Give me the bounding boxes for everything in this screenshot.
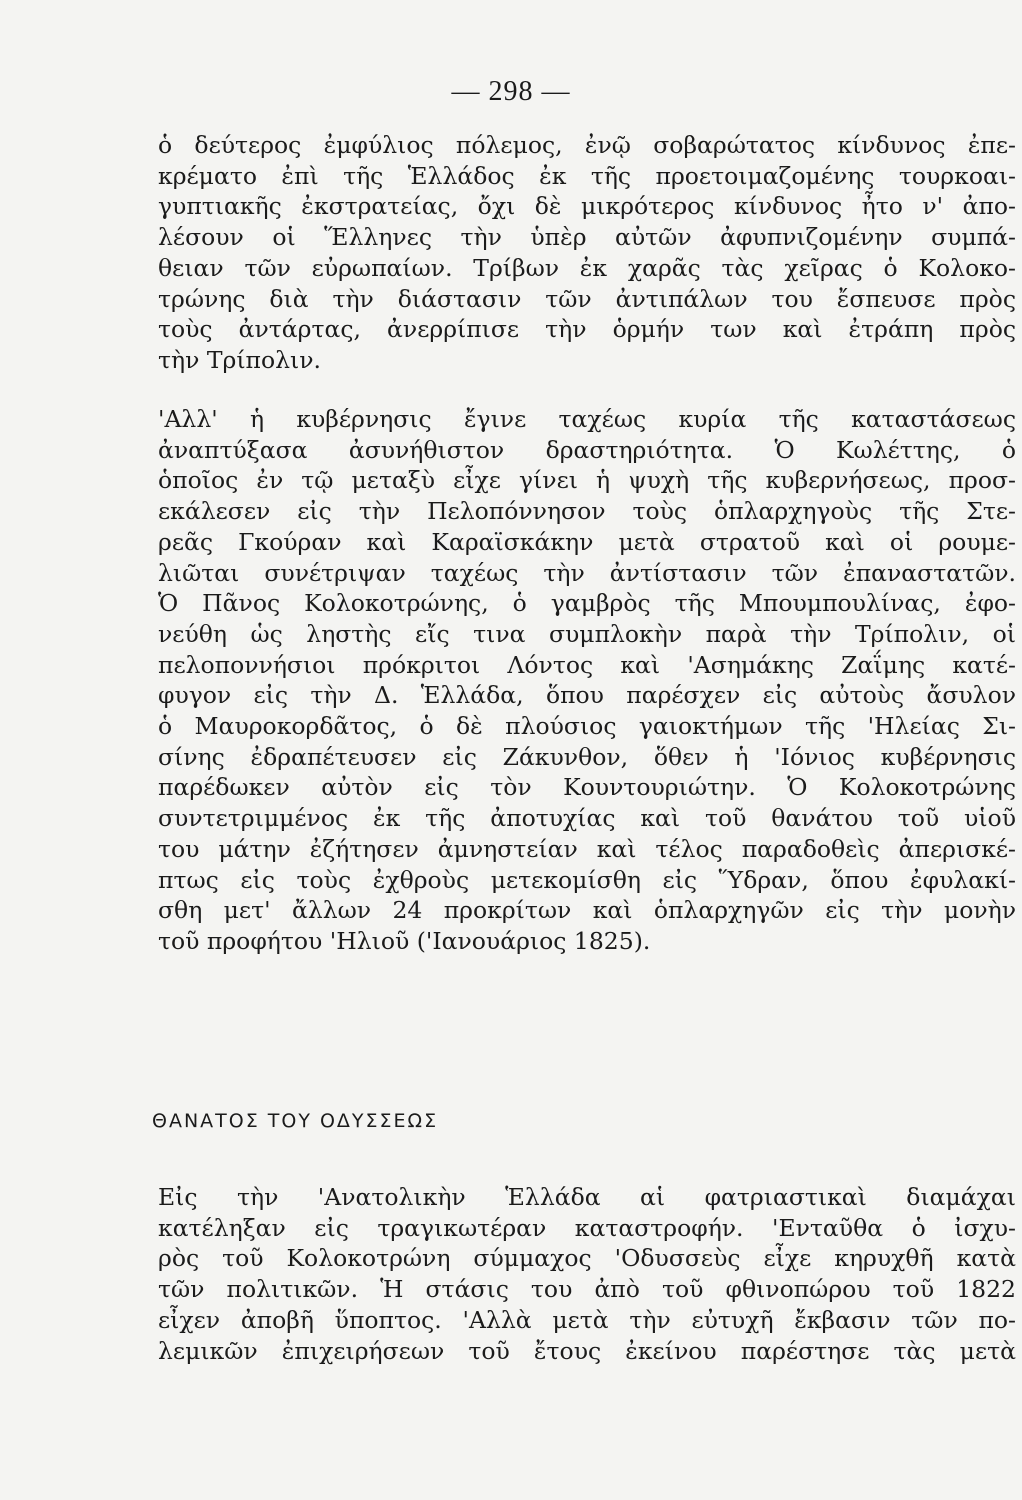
text-line: γυπτιακῆς ἐκστρατείας, ὄχι δὲ μικρότερος κίνδυνος ἦτο ν' ἀπο- [158,192,1016,221]
text-line: τρώνης διὰ τὴν διάστασιν τῶν ἀντιπάλων του ἔσπευσε πρὸς [158,284,1016,313]
paragraph-2 [158,404,1016,957]
text-line: σθη μετ' ἄλλων 24 προκρίτων καὶ ὁπλαρχηγῶν εἰς τὴν μονὴν [158,896,1016,925]
text-line: ὁ δεύτερος ἐμφύλιος πόλεμος, ἐνῷ σοβαρώτατος κίνδυνος ἐπε- [158,131,1016,159]
text-line: νεύθη ὡς ληστὴς εἴς τινα συμπλοκὴν παρὰ τὴν Τρίπολιν, οἱ [158,619,1016,648]
text-line: θειαν τῶν εὐρωπαίων. Τρίβων ἐκ χαρᾶς τὰς χεῖρας ὁ Κολοκο- [158,253,1016,282]
text-line: συντετριμμένος ἐκ τῆς ἀποτυχίας καὶ τοῦ θανάτου τοῦ υἱοῦ [158,804,1016,833]
text-line: ρεᾶς Γκούραν καὶ Καραϊσκάκην μετὰ στρατοῦ καὶ οἱ ρουμε- [158,527,1016,556]
text-line: Εἰς τὴν 'Ανατολικὴν Ἑλλάδα αἱ φατριαστικαὶ διαμάχαι [158,1183,1016,1211]
text-line: εἶχεν ἀποβῆ ὕποπτος. 'Αλλὰ μετὰ τὴν εὐτυχῆ ἔκβασιν τῶν πο- [158,1305,1016,1334]
text-line: λεμικῶν ἐπιχειρήσεων τοῦ ἔτους ἐκείνου παρέστησε τὰς μετὰ [158,1336,1016,1365]
text-line: τοῦ προφήτου 'Ηλιοῦ ('Ιανουάριος 1825). [158,926,651,955]
text-line: εκάλεσεν εἰς τὴν Πελοπόννησον τοὺς ὁπλαρχηγοὺς τῆς Στε- [158,497,1016,526]
text-line: λιῶται συνέτριψαν ταχέως τὴν ἀντίστασιν τῶν ἐπαναστατῶν. [158,558,1016,587]
section-heading: ΘΑΝΑΤΟΣ ΤΟΥ ΟΔΥΣΣΕΩΣ [152,1110,439,1132]
text-line: πελοποννήσιοι πρόκριτοι Λόντος καὶ 'Ασημάκης Ζαΐμης κατέ- [158,650,1016,679]
text-line: κατέληξαν εἰς τραγικωτέραν καταστροφήν. 'Ενταῦθα ὁ ἰσχυ- [158,1213,1016,1242]
text-line: φυγον εἰς τὴν Δ. Ἑλλάδα, ὅπου παρέσχεν εἰς αὐτοὺς ἄσυλον [158,681,1016,710]
paragraph-1 [158,130,1016,376]
text-line: ρὸς τοῦ Κολοκοτρώνη σύμμαχος 'Οδυσσεὺς εἶχε κηρυχθῆ κατὰ [158,1244,1016,1273]
text-line: πτως εἰς τοὺς ἐχθροὺς μετεκομίσθη εἰς Ὕδραν, ὅπου ἐφυλακί- [158,865,1016,894]
text-line: του μάτην ἐζήτησεν ἀμνηστείαν καὶ τέλος παραδοθεὶς ἀπερισκέ- [158,834,1016,863]
page-number: — 298 — [451,76,571,107]
text-line: 'Αλλ' ἡ κυβέρνησις ἔγινε ταχέως κυρία τῆς καταστάσεως [158,405,1016,433]
text-line: Ὁ Πᾶνος Κολοκοτρώνης, ὁ γαμβρὸς τῆς Μπουμπουλίνας, ἐφο- [158,589,1016,618]
text-line: λέσουν οἱ Ἕλληνες τὴν ὑπὲρ αὐτῶν ἀφυπνιζομένην συμπά- [158,223,1016,252]
text-line: κρέματο ἐπὶ τῆς Ἑλλάδος ἐκ τῆς προετοιμαζομένης τουρκοαι- [158,161,1016,190]
text-line: τὴν Τρίπολιν. [158,345,321,374]
text-line: ὁποῖος ἐν τῷ μεταξὺ εἶχε γίνει ἡ ψυχὴ τῆς κυβερνήσεως, προσ- [158,466,1016,495]
text-line: τῶν πολιτικῶν. Ἡ στάσις του ἀπὸ τοῦ φθινοπώρου τοῦ 1822 [158,1275,1016,1304]
text-line: σίνης ἐδραπέτευσεν εἰς Ζάκυνθον, ὅθεν ἡ 'Ιόνιος κυβέρνησις [158,742,1016,771]
paragraph-3 [158,1182,1016,1366]
text-line: παρέδωκεν αὐτὸν εἰς τὸν Κουντουριώτην. Ὁ Κολοκοτρώνης [158,773,1016,802]
text-line: τοὺς ἀντάρτας, ἀνερρίπισε τὴν ὁρμήν των καὶ ἐτράπη πρὸς [158,315,1016,344]
text-line: ὁ Μαυροκορδᾶτος, ὁ δὲ πλούσιος γαιοκτήμων τῆς 'Ηλείας Σι- [158,712,1016,741]
text-line: ἀναπτύξασα ἀσυνήθιστον δραστηριότητα. Ὁ Κωλέττης, ὁ [158,435,1016,464]
